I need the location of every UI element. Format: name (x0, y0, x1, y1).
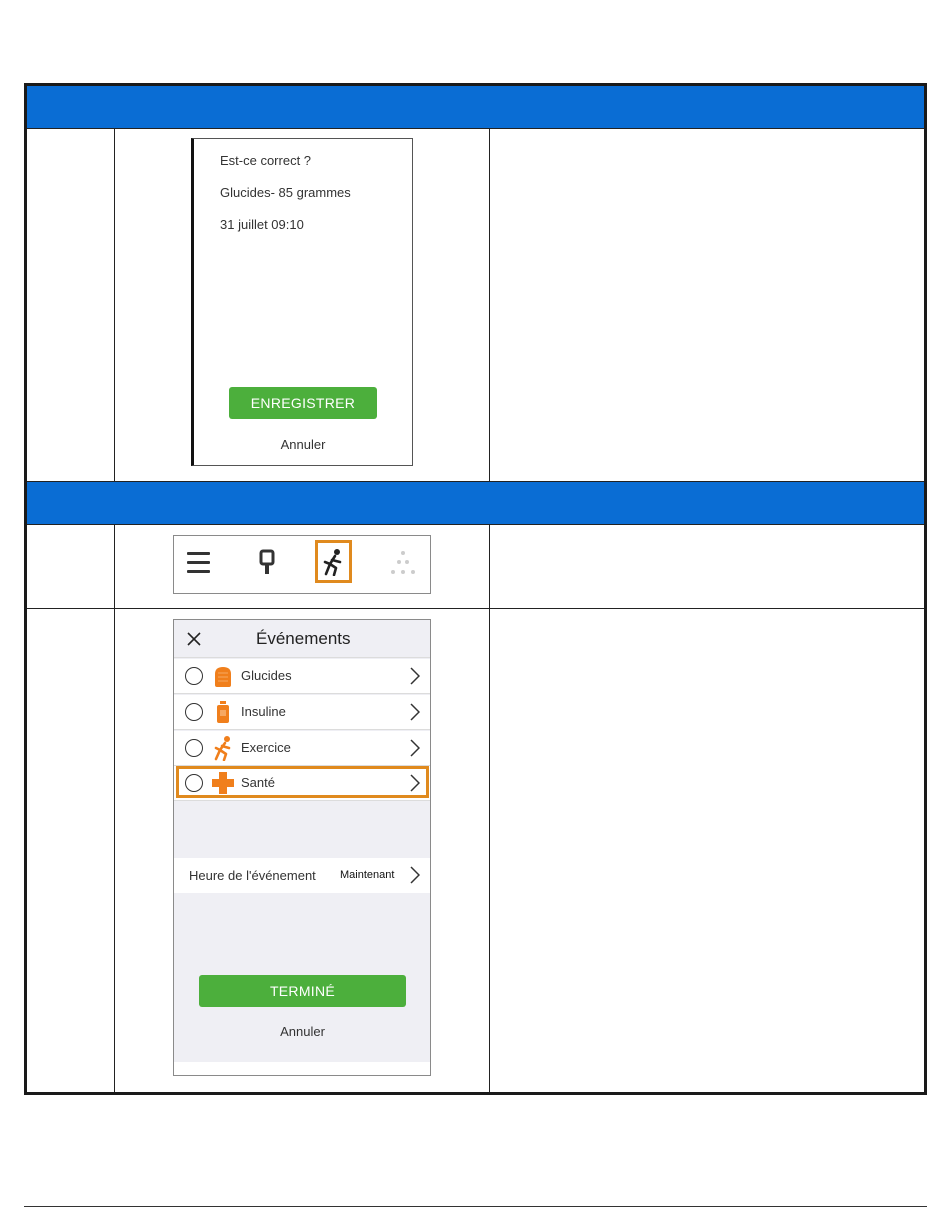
carbs-icon (212, 664, 234, 693)
confirm-datetime: 31 juillet 09:10 (220, 217, 304, 232)
row-divider (27, 608, 924, 609)
events-title: Événements (256, 629, 351, 648)
menu-icon[interactable] (186, 549, 212, 582)
confirm-entry: Glucides- 85 grammes (220, 185, 351, 200)
events-header (174, 620, 430, 658)
chevron-right-icon (410, 703, 420, 726)
event-label: Insuline (241, 704, 286, 719)
insulin-icon (215, 700, 231, 729)
done-button[interactable]: TERMINÉ (199, 975, 406, 1007)
event-time-label: Heure de l'événement (189, 868, 316, 883)
event-row-carbs[interactable] (174, 659, 430, 694)
radio-button[interactable] (185, 739, 203, 757)
event-label: Santé (241, 775, 275, 790)
health-row-highlight (176, 766, 429, 798)
cancel-link[interactable]: Annuler (280, 1024, 325, 1039)
cancel-link[interactable]: Annuler (280, 437, 326, 452)
close-icon[interactable] (186, 631, 202, 652)
events-screen (173, 619, 431, 1076)
dots-icon[interactable] (388, 548, 418, 583)
footer-rule (24, 1206, 927, 1207)
column-divider (489, 129, 490, 481)
exercise-tab-highlight[interactable] (315, 540, 352, 583)
radio-button[interactable] (185, 703, 203, 721)
event-label: Glucides (241, 668, 292, 683)
glucose-meter-icon[interactable] (258, 549, 276, 582)
confirm-screen (191, 138, 413, 466)
event-row-insulin[interactable] (174, 695, 430, 730)
event-label: Exercice (241, 740, 291, 755)
instruction-table (24, 83, 927, 1095)
column-divider (489, 525, 490, 1092)
event-row-exercise[interactable] (174, 731, 430, 766)
column-divider (114, 129, 115, 481)
exercise-icon (213, 735, 235, 766)
exercise-icon (322, 548, 346, 581)
table-header-band-1 (27, 86, 924, 128)
chevron-right-icon (410, 866, 420, 889)
chevron-right-icon (410, 739, 420, 762)
chevron-right-icon (410, 667, 420, 690)
save-button[interactable]: ENREGISTRER (229, 387, 377, 419)
table-header-band-2 (27, 482, 924, 524)
row-divider (27, 524, 924, 525)
row-divider (27, 128, 924, 129)
app-toolbar (173, 535, 431, 594)
event-time-value: Maintenant (340, 869, 395, 881)
radio-button[interactable] (185, 667, 203, 685)
screen-bottom-bar (174, 1062, 430, 1075)
event-time-row[interactable] (174, 858, 430, 893)
column-divider (114, 525, 115, 1092)
confirm-question: Est-ce correct ? (220, 153, 312, 168)
